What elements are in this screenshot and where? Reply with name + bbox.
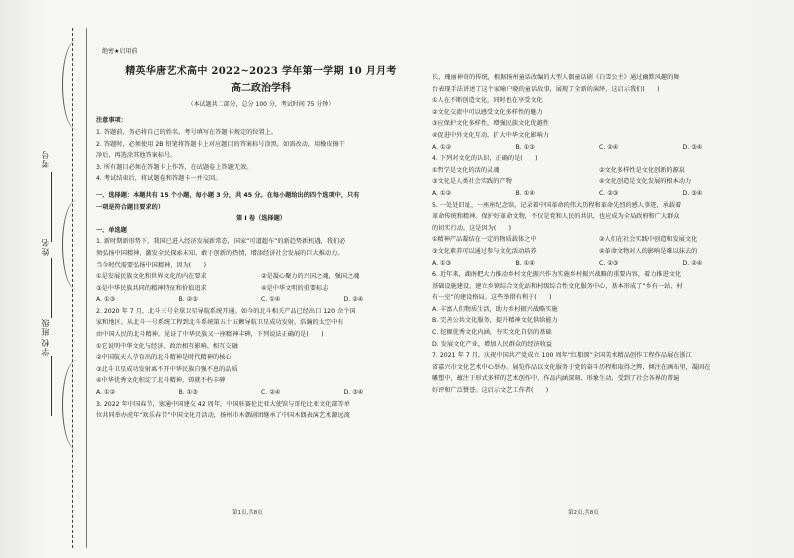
q5-answer[interactable]: A. ①③ — [432, 259, 452, 267]
question-5-line: 的切实行动。这是因为( ) — [432, 224, 512, 232]
q2-item: ④中华优秀文化积淀了北斗精神，铸就不朽丰碑 — [96, 377, 226, 385]
q1-answer[interactable]: A. ①③ — [96, 296, 116, 304]
q1-option: ②是凝心聚力的兴国之魂，强国之魂 — [261, 273, 360, 281]
notice-title: 注意事项： — [96, 117, 127, 125]
page-2 — [432, 72, 766, 397]
q2-answer[interactable]: A. ①② — [96, 389, 116, 397]
q2-answer[interactable]: B. ①③ — [178, 389, 198, 397]
q5-option: ④革命文物对人的影响是难以抹去的 — [599, 247, 698, 255]
question-7-line: 好评和广泛赞誉。这启示文艺工作者( ) — [432, 387, 549, 395]
notice-line: 3. 所有题目必须在答题卡上作答，在试题卷上答题无效。 — [96, 163, 253, 171]
page-1-footer: 第1页,共8页 — [232, 510, 263, 516]
q4-option-row — [432, 165, 766, 177]
q5-answer[interactable]: C. ②③ — [599, 259, 619, 267]
class-label: 班级 — [41, 318, 50, 336]
section-heading: 一、选择题：本题共有 15 个小题，每小题 3 分，共 45 分。在每小题给出的四个选项中，只有 — [96, 191, 360, 199]
exam-subject: 高二政治学科 — [231, 83, 291, 95]
binding-arc — [62, 40, 91, 130]
q4-answer[interactable]: D. ③④ — [682, 189, 703, 197]
question-1-line: 当今时代需要弘扬中国精神，因为( ) — [96, 261, 207, 269]
q3-answer-row — [432, 142, 766, 154]
q1-option: ④是中华文明的重要标志 — [261, 284, 329, 292]
q2-answer[interactable]: D. ③④ — [343, 389, 364, 397]
question-6-line: 6. 近年来，湖南把大力推动乡村文化振兴作为实施乡村振兴战略的重要内容，着力推进文化 — [432, 271, 682, 279]
q3-item: ①人在不断创造文化，同时也在享受文化 — [432, 97, 543, 105]
q2-item: ①它说明中华文化与经济、政治相互影响、相互交融 — [96, 342, 238, 350]
section-heading-cont: 一项是符合题目要求的） — [96, 203, 165, 211]
question-5-line: 5. 一处处旧址、一座座纪念馆，记录着中国革命的伟大历程和革命先烈的感人事迹，承载着 — [432, 201, 682, 209]
question-7-line: 雕塑中，蕴注于形式多样的艺术创作中，作品内涵深刻、形象生动，受到了社会各界的普遍 — [432, 375, 680, 383]
q5-answer-row — [432, 258, 766, 270]
q3-answer[interactable]: C. ②④ — [599, 143, 619, 151]
q5-option: ①精神产品凝结在一定的物质载体之中 — [432, 236, 537, 244]
question-1-line: 须弘扬中国精神，激发全民探索未知、敢于创新的热情，增添经济社会发展的巨大推动力。 — [96, 249, 344, 257]
q6-choice[interactable]: B. 完善公共文化服务，提升精神文化供给能力 — [432, 317, 558, 325]
binding-margin — [0, 0, 92, 558]
name-line — [51, 258, 52, 318]
question-3-line: 位共同举办虎年“欢乐春节”中国文化月活动，扬州市木偶剧团继承了中国木偶表演艺术源远流 — [96, 412, 350, 420]
q6-choice[interactable]: D. 发展文化产业，增加人民群众的经济收益 — [432, 340, 553, 348]
q4-option: ①哲学是文化的活的灵魂 — [432, 166, 500, 174]
volume-title: 第 I 卷（选择题） — [236, 215, 286, 223]
notice-line: 净后，再选涂其他答案标号。 — [96, 152, 177, 160]
question-4-line: 4. 下列对文化的认识，正确的是( ) — [432, 155, 538, 163]
q5-option-row — [432, 234, 766, 246]
question-2-line: 家和地区。从北斗一号系统工程到北斗系统第五十五颗导航卫星成功发射，浩瀚的太空中有 — [96, 319, 344, 327]
q5-option: ②人们在社会实践中创造和发展文化 — [599, 236, 698, 244]
page-2-footer: 第2页,共8页 — [568, 510, 599, 516]
q2-item: ③北斗卫星成功发射离不开中华民族自强不息的品质 — [96, 365, 238, 373]
q3-answer[interactable]: A. ①② — [432, 143, 452, 151]
exam-no-label: 考号 — [41, 150, 50, 168]
q3-item: ③应保护文化多样性，增强民族文化优越性 — [432, 120, 549, 128]
q1-answer[interactable]: C. ①④ — [261, 296, 281, 304]
q4-option: ④文化创造是文化发展的根本动力 — [599, 178, 692, 186]
q1-option: ①是发展民族文化和世界文化的内在要求 — [96, 273, 207, 281]
q1-answer[interactable]: D. ②④ — [343, 296, 364, 304]
question-3-cont-line: 台表现手法讲述了这个家喻户晓的童话故事，展现了全新的演绎，这启示我们( ) — [432, 85, 660, 93]
q4-answer[interactable]: A. ①② — [432, 189, 452, 197]
q1-option-row — [96, 283, 426, 295]
q2-answer[interactable]: C. ②④ — [261, 389, 281, 397]
school-line — [51, 356, 52, 416]
notice-line: 2. 答题时，必须使用 2B 铅笔将答题卡上对应题目的答案标号涂黑，如需改动，用橡皮擦干 — [96, 140, 345, 148]
question-3-line: 3. 2022 年中国春节，塞通中国建交 42 周年，中国驻赛伦比亚大使馆与哥伦比亚文化部等单 — [96, 400, 350, 408]
exam-no-line — [51, 172, 52, 242]
q6-choice[interactable]: A. 丰富人们物质生活，助力乡村振兴战略实施 — [432, 305, 558, 313]
q3-answer[interactable]: D. ③④ — [682, 143, 703, 151]
q3-item: ④促进中外文化互动，扩大中华文化影响力 — [432, 131, 549, 139]
question-1-line: 1. 新时期新形势下，我国已进入经济发展新常态，国家“可道超车”的新趋势新机遇，我们必 — [96, 238, 346, 246]
q1-option: ③是中华民族共同的精神特征和价值追求 — [96, 284, 207, 292]
q5-answer[interactable]: D. ②④ — [682, 259, 703, 267]
notice-line: 4. 考试结束后，将试题卷和答题卡一并交回。 — [96, 175, 222, 183]
exam-title: 精英华唐艺术高中 2022~2023 学年第一学期 10 月月考 — [125, 65, 397, 77]
question-6-line: 基础设施建设，建立乡镇综合文化站和村级综合性文化服务中心，基本形成了“乡有一站、村 — [432, 282, 683, 290]
q6-choice[interactable]: C. 挖掘优秀文化内涵，夯实文化自信的基础 — [432, 329, 552, 337]
single-choice-heading: 一、单选题 — [96, 226, 127, 234]
q4-answer[interactable]: C. ②③ — [599, 189, 619, 197]
q5-option-row — [432, 246, 766, 258]
q4-answer-row — [432, 188, 766, 200]
notice-line: 1. 答题前，务必将自己的姓名、考号填写在答题卡规定的位置上。 — [96, 128, 278, 136]
q1-answer-row — [96, 294, 426, 306]
q3-answer[interactable]: B. ①③ — [515, 143, 535, 151]
q1-answer[interactable]: B. ②③ — [178, 296, 198, 304]
question-3-cont-line: 长，瑰丽神奇的传统，根据扬州童话改编的大型人偶童话剧《白雪公主》通过幽默风趣的舞 — [432, 74, 680, 81]
q4-option: ③文化是人类社会实践的产物 — [432, 178, 512, 186]
q4-option: ②文化多样性是文化创新的源泉 — [599, 166, 685, 174]
page-1 — [96, 40, 426, 422]
question-6-line: 有一室”的建设格局。这些举措有利于( ) — [432, 294, 552, 302]
name-label: 姓名 — [41, 238, 50, 256]
exam-info: （本试题共二部分，总分 100 分，考试时间 75 分钟） — [187, 100, 335, 108]
q5-answer[interactable]: B. ①④ — [515, 259, 535, 267]
binding-arc — [62, 200, 91, 290]
secret-mark: 绝密★启用前 — [102, 48, 138, 55]
question-7-line: 7. 2021 年 7 月，庆祝中国共产党成立 100 周年“红船颂”全国美术精品创作工程作品展在浙江 — [432, 352, 692, 360]
question-5-line: 革命传统和精神。保护好革命文物，不仅是党和人民的共识，也应成为全局政府和广大群众 — [432, 213, 680, 221]
q4-answer[interactable]: B. ①④ — [515, 189, 535, 197]
q1-option-row — [96, 271, 426, 283]
binding-arc — [62, 360, 91, 450]
question-2-line: 由中国人民的北斗精神，见证了中华民族又一座精神丰碑，下列说法正确的是( ) — [96, 331, 324, 339]
q2-item: ②中国航天人孕育出的北斗精神是时代精神的核心 — [96, 354, 232, 362]
question-7-line: 省嘉兴市文化艺术中心举办。展览作品以文化服务于党的奋斗历程和取得之辉，倾注在画布里，凝固在 — [432, 363, 711, 371]
q2-answer-row — [96, 387, 426, 399]
school-label: 学校 — [41, 338, 50, 356]
q4-option-row — [432, 176, 766, 188]
question-2-line: 2. 2020 年 7 月，北斗三号全球卫星导航系统开通。如今的北斗相关产品已经出口 120 余个国 — [96, 307, 356, 315]
q3-item: ②文化交流中可以感受文化多样性的魅力 — [432, 108, 543, 116]
q5-option: ③文化素养可以通过参与文化活动培养 — [432, 247, 537, 255]
